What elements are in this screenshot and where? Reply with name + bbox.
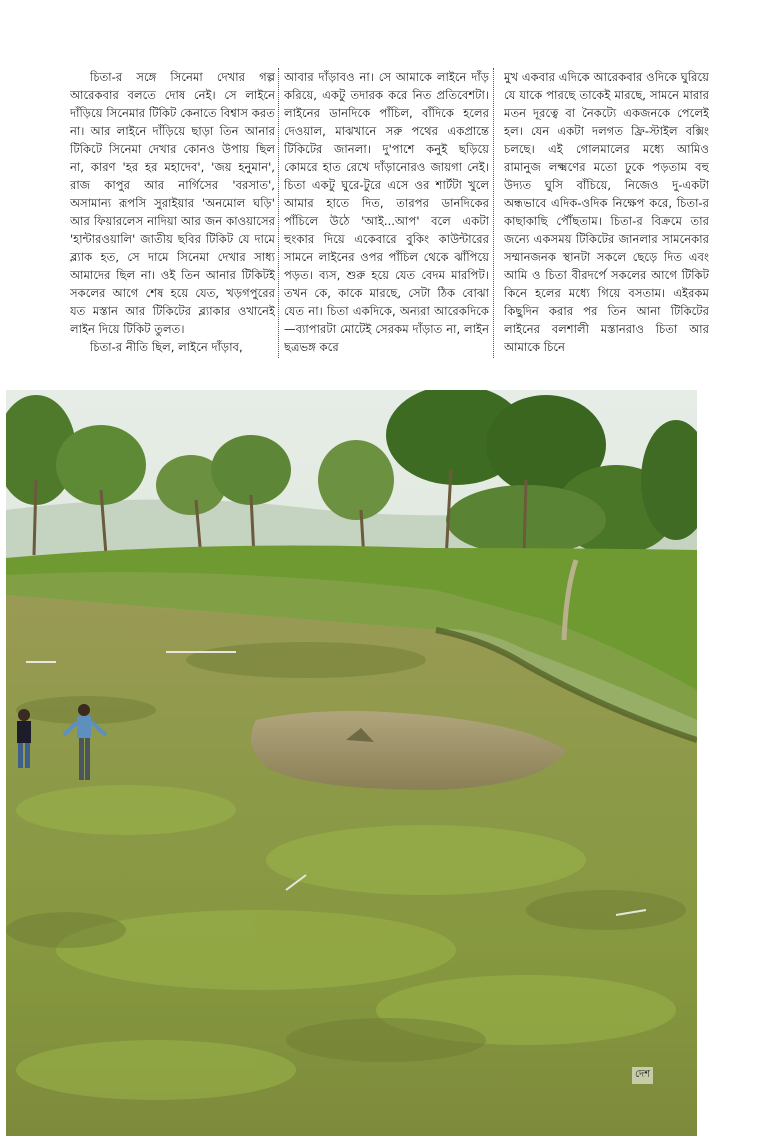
landscape-photo [6,390,697,1136]
paragraph: মুখ একবার এদিকে আরেকবার ওদিকে ঘুরিয়ে যে যাকে পারছে তাকেই মারছে, সামনে মারার মতন দূরত্বে বা নৈকট্যে একজনকে পেলেই হল। যেন একটা দলগত ফ্রি-স্টাইল বক্সিং চলছে। এই গোলমালের মধ্যে আমিও রামানুজ লক্ষ্মণের মতো ঢুকে পড়তাম বহু উদ্যত ঘুসি বাঁচিয়ে, নিজেও দু-একটা অন্ধভাবে এদিক-ওদিক নিক্ষেপ করে, চিতা-র কাছাকাছি পৌঁছতাম। চিতা-র বিক্রমে তার জন্যে একসময় টিকিটের জানলার সামনেকার সম্মানজনক স্থানটা সকলে ছেড়ে দিত এবং আমি ও চিতা বীরদর্পে সকলের আগে টিকিট কিনে হলের মধ্যে গিয়ে বসতাম। এইরকম কিছুদিন করার পর তিন আনা টিকিটের লাইনের বলশালী মস্তানরাও চিতা আর আমাকে চিনে [504,70,709,354]
page-label: দেশ [632,1067,653,1084]
paragraph: আবার দাঁড়াবও না। সে আমাকে লাইনে দাঁড় করিয়ে, একটু তদারক করে নিত প্রতিবেশটা। লাইনের ডানদিকে পাঁচিল, বাঁদিকে হলের দেওয়াল, মাঝখানে সরু পথের একপ্রান্তে টিকিটের জানলা। দু'পাশে কনুই ছড়িয়ে কোমরে হাত রেখে দাঁড়ানোরও জায়গা নেই। চিতা একটু ঘুরে-টুরে এসে ওর শার্টটা খুলে আমার হাতে দিত, তারপর ডানদিকের পাঁচিলে উঠে 'আই...আপ' বলে একটা হুংকার দিয়ে একেবারে বুকিং কাউন্টারের সামনে লাইনের ওপর পাঁচিল থেকে ঝাঁপিয়ে পড়ত। ব্যস, শুরু হয়ে যেত বেদম মারপিট। তখন কে, কাকে মারছে, সেটা ঠিক বোঝা যেত না। চিতা একদিকে, অন্যরা আরেকদিকে—ব্যাপারটা মোটেই সেরকম দাঁড়াত না, লাইন ছত্রভঙ্গ করে [284,70,489,354]
text-column-2 [284,68,489,368]
text-column-3 [504,68,709,368]
column-divider [493,68,494,358]
column-divider [278,68,279,358]
paragraph: চিতা-র সঙ্গে সিনেমা দেখার গল্প আরেকবার বলতে দোষ নেই। সে লাইনে দাঁড়িয়ে সিনেমার টিকিট কেনাতে বিশ্বাস করত না। আর লাইনে দাঁড়িয়ে ছাড়া তিন আনার টিকিটে সিনেমা দেখার কোনও উপায় ছিল না, কারণ 'হর হর মহাদেব', 'জয় হনুমান', রাজ কাপুর আর নার্গিসের 'বরসাত', অসামান্য রূপসি সুরাইয়ার 'অনমোল ঘড়ি' আর ফিয়ারলেস নাদিয়া আর জন কাওয়াসের 'হান্টারওয়ালি' জাতীয় ছবির টিকিট যে দামে ব্ল্যাক হত, সে দামে সিনেমা দেখার সাধ্য আমাদের ছিল না। ওই তিন আনার টিকিটই সকলের আগে শেষ হয়ে যেত, খড়গপুরের যত মস্তান আর টিকিটের ব্ল্যাকার ওখানেই লাইন দিয়ে টিকিট তুলত। [70,70,275,336]
text-column-1 [70,68,275,368]
paragraph: চিতা-র নীতি ছিল, লাইনে দাঁড়াব, [90,340,243,354]
